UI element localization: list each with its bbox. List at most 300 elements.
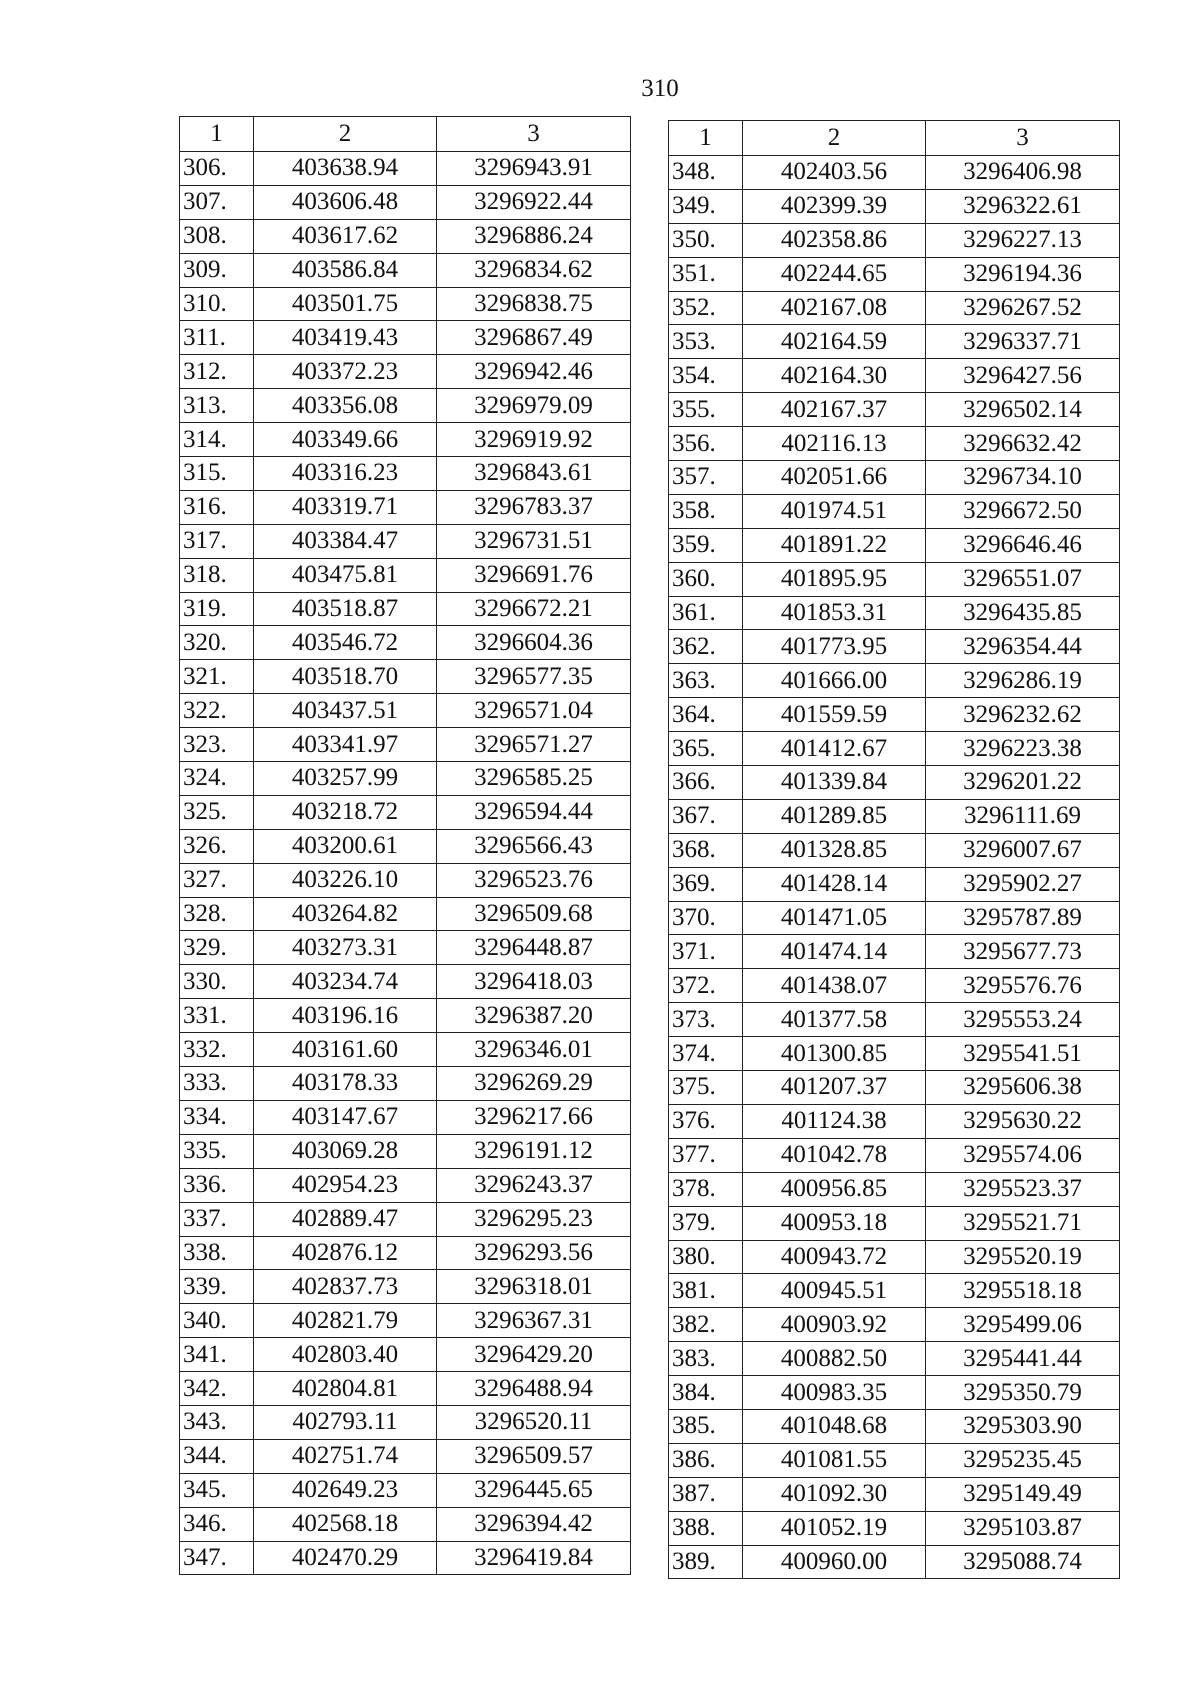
x-coordinate: 401974.51	[743, 494, 926, 528]
table-row	[180, 1507, 631, 1541]
y-coordinate: 3296632.42	[926, 427, 1120, 461]
table-row	[669, 596, 1120, 630]
y-coordinate: 3295520.19	[926, 1240, 1120, 1274]
page-number: 310	[641, 75, 679, 102]
x-coordinate: 401092.30	[743, 1477, 926, 1511]
point-number: 384.	[669, 1376, 743, 1410]
table-row	[180, 524, 631, 558]
y-coordinate: 3296886.24	[437, 219, 631, 253]
y-coordinate: 3295521.71	[926, 1206, 1120, 1240]
y-coordinate: 3296594.44	[437, 795, 631, 829]
table-row	[180, 423, 631, 457]
table-header-row	[180, 117, 631, 152]
x-coordinate: 403069.28	[254, 1134, 437, 1168]
point-number: 341.	[180, 1338, 254, 1372]
table-row	[180, 355, 631, 389]
x-coordinate: 402837.73	[254, 1270, 437, 1304]
table-row	[669, 528, 1120, 562]
point-number: 315.	[180, 457, 254, 491]
y-coordinate: 3296646.46	[926, 528, 1120, 562]
y-coordinate: 3296322.61	[926, 189, 1120, 223]
x-coordinate: 400960.00	[743, 1545, 926, 1579]
point-number: 359.	[669, 528, 743, 562]
x-coordinate: 400983.35	[743, 1376, 926, 1410]
point-number: 370.	[669, 901, 743, 935]
x-coordinate: 403638.94	[254, 152, 437, 186]
point-number: 352.	[669, 291, 743, 325]
x-coordinate: 400945.51	[743, 1274, 926, 1308]
x-coordinate: 403586.84	[254, 253, 437, 287]
y-coordinate: 3296435.85	[926, 596, 1120, 630]
x-coordinate: 402889.47	[254, 1202, 437, 1236]
y-coordinate: 3296406.98	[926, 156, 1120, 190]
table-row	[180, 829, 631, 863]
y-coordinate: 3296509.57	[437, 1439, 631, 1473]
y-coordinate: 3296111.69	[926, 799, 1120, 833]
table-row	[180, 1168, 631, 1202]
y-coordinate: 3296943.91	[437, 152, 631, 186]
y-coordinate: 3296523.76	[437, 863, 631, 897]
header-col-1: 1	[669, 121, 743, 156]
x-coordinate: 403161.60	[254, 1033, 437, 1067]
table-row	[669, 1376, 1120, 1410]
x-coordinate: 401300.85	[743, 1037, 926, 1071]
x-coordinate: 400882.50	[743, 1342, 926, 1376]
table-row	[180, 863, 631, 897]
x-coordinate: 403319.71	[254, 490, 437, 524]
x-coordinate: 403257.99	[254, 762, 437, 796]
x-coordinate: 401124.38	[743, 1104, 926, 1138]
x-coordinate: 403372.23	[254, 355, 437, 389]
x-coordinate: 402164.59	[743, 325, 926, 359]
table-row	[669, 1545, 1120, 1579]
y-coordinate: 3296520.11	[437, 1405, 631, 1439]
table-row	[669, 1172, 1120, 1206]
point-number: 364.	[669, 698, 743, 732]
x-coordinate: 402470.29	[254, 1541, 437, 1575]
table-row	[180, 1473, 631, 1507]
table-row	[669, 1138, 1120, 1172]
point-number: 311.	[180, 321, 254, 355]
table-row	[180, 287, 631, 321]
point-number: 324.	[180, 762, 254, 796]
table-row	[180, 694, 631, 728]
table-row	[669, 1240, 1120, 1274]
y-coordinate: 3296337.71	[926, 325, 1120, 359]
x-coordinate: 401891.22	[743, 528, 926, 562]
table-header-row	[669, 121, 1120, 156]
point-number: 322.	[180, 694, 254, 728]
y-coordinate: 3296585.25	[437, 762, 631, 796]
table-row	[180, 219, 631, 253]
table-row	[669, 1274, 1120, 1308]
table-row	[180, 897, 631, 931]
point-number: 321.	[180, 660, 254, 694]
point-number: 344.	[180, 1439, 254, 1473]
point-number: 345.	[180, 1473, 254, 1507]
table-row	[180, 626, 631, 660]
y-coordinate: 3296293.56	[437, 1236, 631, 1270]
y-coordinate: 3296318.01	[437, 1270, 631, 1304]
coordinates-table-left	[179, 116, 631, 1575]
y-coordinate: 3296672.21	[437, 592, 631, 626]
x-coordinate: 401853.31	[743, 596, 926, 630]
x-coordinate: 402876.12	[254, 1236, 437, 1270]
x-coordinate: 403316.23	[254, 457, 437, 491]
point-number: 362.	[669, 630, 743, 664]
y-coordinate: 3295149.49	[926, 1477, 1120, 1511]
x-coordinate: 403273.31	[254, 931, 437, 965]
table-row	[669, 257, 1120, 291]
y-coordinate: 3296604.36	[437, 626, 631, 660]
x-coordinate: 402244.65	[743, 257, 926, 291]
table-row	[669, 732, 1120, 766]
header-col-3: 3	[437, 117, 631, 152]
table-row	[669, 1104, 1120, 1138]
x-coordinate: 401081.55	[743, 1443, 926, 1477]
table-row	[180, 795, 631, 829]
point-number: 335.	[180, 1134, 254, 1168]
x-coordinate: 401207.37	[743, 1071, 926, 1105]
point-number: 331.	[180, 999, 254, 1033]
x-coordinate: 403341.97	[254, 728, 437, 762]
x-coordinate: 403546.72	[254, 626, 437, 660]
point-number: 371.	[669, 935, 743, 969]
x-coordinate: 402649.23	[254, 1473, 437, 1507]
table-row	[180, 321, 631, 355]
y-coordinate: 3295499.06	[926, 1308, 1120, 1342]
point-number: 342.	[180, 1372, 254, 1406]
table-row	[180, 1202, 631, 1236]
x-coordinate: 402358.86	[743, 223, 926, 257]
x-coordinate: 403384.47	[254, 524, 437, 558]
y-coordinate: 3295103.87	[926, 1511, 1120, 1545]
y-coordinate: 3296394.42	[437, 1507, 631, 1541]
point-number: 307.	[180, 185, 254, 219]
y-coordinate: 3296232.62	[926, 698, 1120, 732]
table-row	[669, 1308, 1120, 1342]
x-coordinate: 403501.75	[254, 287, 437, 321]
table-row	[669, 223, 1120, 257]
y-coordinate: 3296919.92	[437, 423, 631, 457]
table-row	[669, 494, 1120, 528]
table-row	[180, 1439, 631, 1473]
x-coordinate: 403264.82	[254, 897, 437, 931]
point-number: 340.	[180, 1304, 254, 1338]
y-coordinate: 3296979.09	[437, 389, 631, 423]
table-row	[180, 1405, 631, 1439]
table-row	[180, 558, 631, 592]
point-number: 358.	[669, 494, 743, 528]
point-number: 353.	[669, 325, 743, 359]
x-coordinate: 402164.30	[743, 359, 926, 393]
y-coordinate: 3295303.90	[926, 1409, 1120, 1443]
y-coordinate: 3296367.31	[437, 1304, 631, 1338]
x-coordinate: 401773.95	[743, 630, 926, 664]
x-coordinate: 401471.05	[743, 901, 926, 935]
point-number: 389.	[669, 1545, 743, 1579]
table-row	[669, 698, 1120, 732]
x-coordinate: 402804.81	[254, 1372, 437, 1406]
point-number: 374.	[669, 1037, 743, 1071]
point-number: 332.	[180, 1033, 254, 1067]
point-number: 373.	[669, 1003, 743, 1037]
point-number: 368.	[669, 833, 743, 867]
point-number: 328.	[180, 897, 254, 931]
y-coordinate: 3295902.27	[926, 867, 1120, 901]
table-row	[669, 427, 1120, 461]
x-coordinate: 403147.67	[254, 1100, 437, 1134]
y-coordinate: 3296354.44	[926, 630, 1120, 664]
y-coordinate: 3296007.67	[926, 833, 1120, 867]
y-coordinate: 3296243.37	[437, 1168, 631, 1202]
table-row	[669, 1071, 1120, 1105]
point-number: 367.	[669, 799, 743, 833]
x-coordinate: 401474.14	[743, 935, 926, 969]
point-number: 323.	[180, 728, 254, 762]
x-coordinate: 403356.08	[254, 389, 437, 423]
point-number: 339.	[180, 1270, 254, 1304]
point-number: 313.	[180, 389, 254, 423]
x-coordinate: 402954.23	[254, 1168, 437, 1202]
x-coordinate: 401666.00	[743, 664, 926, 698]
point-number: 320.	[180, 626, 254, 660]
y-coordinate: 3296194.36	[926, 257, 1120, 291]
x-coordinate: 402821.79	[254, 1304, 437, 1338]
point-number: 333.	[180, 1067, 254, 1101]
y-coordinate: 3295523.37	[926, 1172, 1120, 1206]
table-row	[669, 799, 1120, 833]
x-coordinate: 401328.85	[743, 833, 926, 867]
header-col-2: 2	[743, 121, 926, 156]
x-coordinate: 402803.40	[254, 1338, 437, 1372]
point-number: 372.	[669, 969, 743, 1003]
x-coordinate: 400956.85	[743, 1172, 926, 1206]
table-row	[669, 630, 1120, 664]
point-number: 363.	[669, 664, 743, 698]
y-coordinate: 3296577.35	[437, 660, 631, 694]
table-row	[669, 833, 1120, 867]
x-coordinate: 403196.16	[254, 999, 437, 1033]
table-row	[180, 185, 631, 219]
table-row	[669, 189, 1120, 223]
point-number: 375.	[669, 1071, 743, 1105]
point-number: 326.	[180, 829, 254, 863]
y-coordinate: 3295787.89	[926, 901, 1120, 935]
y-coordinate: 3296867.49	[437, 321, 631, 355]
point-number: 309.	[180, 253, 254, 287]
table-row	[669, 664, 1120, 698]
y-coordinate: 3295518.18	[926, 1274, 1120, 1308]
table-row	[669, 1037, 1120, 1071]
y-coordinate: 3296734.10	[926, 461, 1120, 495]
point-number: 356.	[669, 427, 743, 461]
y-coordinate: 3296502.14	[926, 393, 1120, 427]
y-coordinate: 3296834.62	[437, 253, 631, 287]
x-coordinate: 400953.18	[743, 1206, 926, 1240]
x-coordinate: 401048.68	[743, 1409, 926, 1443]
point-number: 348.	[669, 156, 743, 190]
x-coordinate: 401438.07	[743, 969, 926, 1003]
table-row	[180, 152, 631, 186]
table-row	[180, 965, 631, 999]
y-coordinate: 3296418.03	[437, 965, 631, 999]
y-coordinate: 3296267.52	[926, 291, 1120, 325]
y-coordinate: 3296838.75	[437, 287, 631, 321]
point-number: 369.	[669, 867, 743, 901]
y-coordinate: 3296942.46	[437, 355, 631, 389]
x-coordinate: 402751.74	[254, 1439, 437, 1473]
table-row	[180, 592, 631, 626]
y-coordinate: 3296387.20	[437, 999, 631, 1033]
point-number: 336.	[180, 1168, 254, 1202]
y-coordinate: 3296571.27	[437, 728, 631, 762]
y-coordinate: 3296191.12	[437, 1134, 631, 1168]
point-number: 306.	[180, 152, 254, 186]
table-row	[180, 1100, 631, 1134]
y-coordinate: 3296448.87	[437, 931, 631, 965]
table-row	[180, 1338, 631, 1372]
y-coordinate: 3295235.45	[926, 1443, 1120, 1477]
y-coordinate: 3295350.79	[926, 1376, 1120, 1410]
point-number: 346.	[180, 1507, 254, 1541]
header-col-2: 2	[254, 117, 437, 152]
point-number: 317.	[180, 524, 254, 558]
y-coordinate: 3296445.65	[437, 1473, 631, 1507]
point-number: 347.	[180, 1541, 254, 1575]
x-coordinate: 401895.95	[743, 562, 926, 596]
point-number: 319.	[180, 592, 254, 626]
y-coordinate: 3296672.50	[926, 494, 1120, 528]
x-coordinate: 402399.39	[743, 189, 926, 223]
point-number: 365.	[669, 732, 743, 766]
table-row	[669, 325, 1120, 359]
table-row	[669, 766, 1120, 800]
y-coordinate: 3296571.04	[437, 694, 631, 728]
table-row	[180, 931, 631, 965]
table-row	[669, 1443, 1120, 1477]
table-row	[180, 999, 631, 1033]
table-row	[669, 156, 1120, 190]
x-coordinate: 402568.18	[254, 1507, 437, 1541]
table-row	[180, 660, 631, 694]
table-row	[669, 969, 1120, 1003]
x-coordinate: 402167.37	[743, 393, 926, 427]
y-coordinate: 3296691.76	[437, 558, 631, 592]
point-number: 314.	[180, 423, 254, 457]
x-coordinate: 403518.87	[254, 592, 437, 626]
point-number: 327.	[180, 863, 254, 897]
y-coordinate: 3296509.68	[437, 897, 631, 931]
y-coordinate: 3296223.38	[926, 732, 1120, 766]
point-number: 381.	[669, 1274, 743, 1308]
y-coordinate: 3296551.07	[926, 562, 1120, 596]
point-number: 377.	[669, 1138, 743, 1172]
table-row	[180, 1270, 631, 1304]
x-coordinate: 403518.70	[254, 660, 437, 694]
point-number: 329.	[180, 931, 254, 965]
point-number: 318.	[180, 558, 254, 592]
table-row	[669, 461, 1120, 495]
point-number: 349.	[669, 189, 743, 223]
y-coordinate: 3296419.84	[437, 1541, 631, 1575]
table-row	[669, 1342, 1120, 1376]
table-row	[669, 291, 1120, 325]
point-number: 308.	[180, 219, 254, 253]
x-coordinate: 402167.08	[743, 291, 926, 325]
y-coordinate: 3296227.13	[926, 223, 1120, 257]
x-coordinate: 403419.43	[254, 321, 437, 355]
table-row	[669, 1409, 1120, 1443]
coordinates-table-right	[668, 120, 1120, 1579]
y-coordinate: 3296269.29	[437, 1067, 631, 1101]
table-row	[180, 1372, 631, 1406]
y-coordinate: 3296295.23	[437, 1202, 631, 1236]
table-row	[180, 253, 631, 287]
y-coordinate: 3295553.24	[926, 1003, 1120, 1037]
point-number: 360.	[669, 562, 743, 596]
x-coordinate: 403475.81	[254, 558, 437, 592]
x-coordinate: 401339.84	[743, 766, 926, 800]
point-number: 386.	[669, 1443, 743, 1477]
point-number: 357.	[669, 461, 743, 495]
y-coordinate: 3295541.51	[926, 1037, 1120, 1071]
y-coordinate: 3295576.76	[926, 969, 1120, 1003]
point-number: 351.	[669, 257, 743, 291]
x-coordinate: 400943.72	[743, 1240, 926, 1274]
table-row	[180, 728, 631, 762]
table-row	[669, 562, 1120, 596]
y-coordinate: 3295441.44	[926, 1342, 1120, 1376]
table-row	[669, 1206, 1120, 1240]
x-coordinate: 400903.92	[743, 1308, 926, 1342]
point-number: 379.	[669, 1206, 743, 1240]
table-row	[180, 1033, 631, 1067]
table-row	[180, 389, 631, 423]
point-number: 388.	[669, 1511, 743, 1545]
point-number: 312.	[180, 355, 254, 389]
x-coordinate: 401289.85	[743, 799, 926, 833]
table-row	[180, 490, 631, 524]
point-number: 330.	[180, 965, 254, 999]
x-coordinate: 401052.19	[743, 1511, 926, 1545]
x-coordinate: 403218.72	[254, 795, 437, 829]
point-number: 334.	[180, 1100, 254, 1134]
y-coordinate: 3296731.51	[437, 524, 631, 558]
point-number: 355.	[669, 393, 743, 427]
table-row	[669, 359, 1120, 393]
x-coordinate: 403606.48	[254, 185, 437, 219]
x-coordinate: 403226.10	[254, 863, 437, 897]
table-row	[669, 1477, 1120, 1511]
point-number: 383.	[669, 1342, 743, 1376]
x-coordinate: 401042.78	[743, 1138, 926, 1172]
point-number: 354.	[669, 359, 743, 393]
point-number: 387.	[669, 1477, 743, 1511]
point-number: 376.	[669, 1104, 743, 1138]
header-col-3: 3	[926, 121, 1120, 156]
y-coordinate: 3296346.01	[437, 1033, 631, 1067]
point-number: 316.	[180, 490, 254, 524]
y-coordinate: 3295606.38	[926, 1071, 1120, 1105]
y-coordinate: 3296843.61	[437, 457, 631, 491]
point-number: 343.	[180, 1405, 254, 1439]
point-number: 382.	[669, 1308, 743, 1342]
y-coordinate: 3295088.74	[926, 1545, 1120, 1579]
table-row	[669, 1003, 1120, 1037]
table-row	[669, 867, 1120, 901]
point-number: 378.	[669, 1172, 743, 1206]
